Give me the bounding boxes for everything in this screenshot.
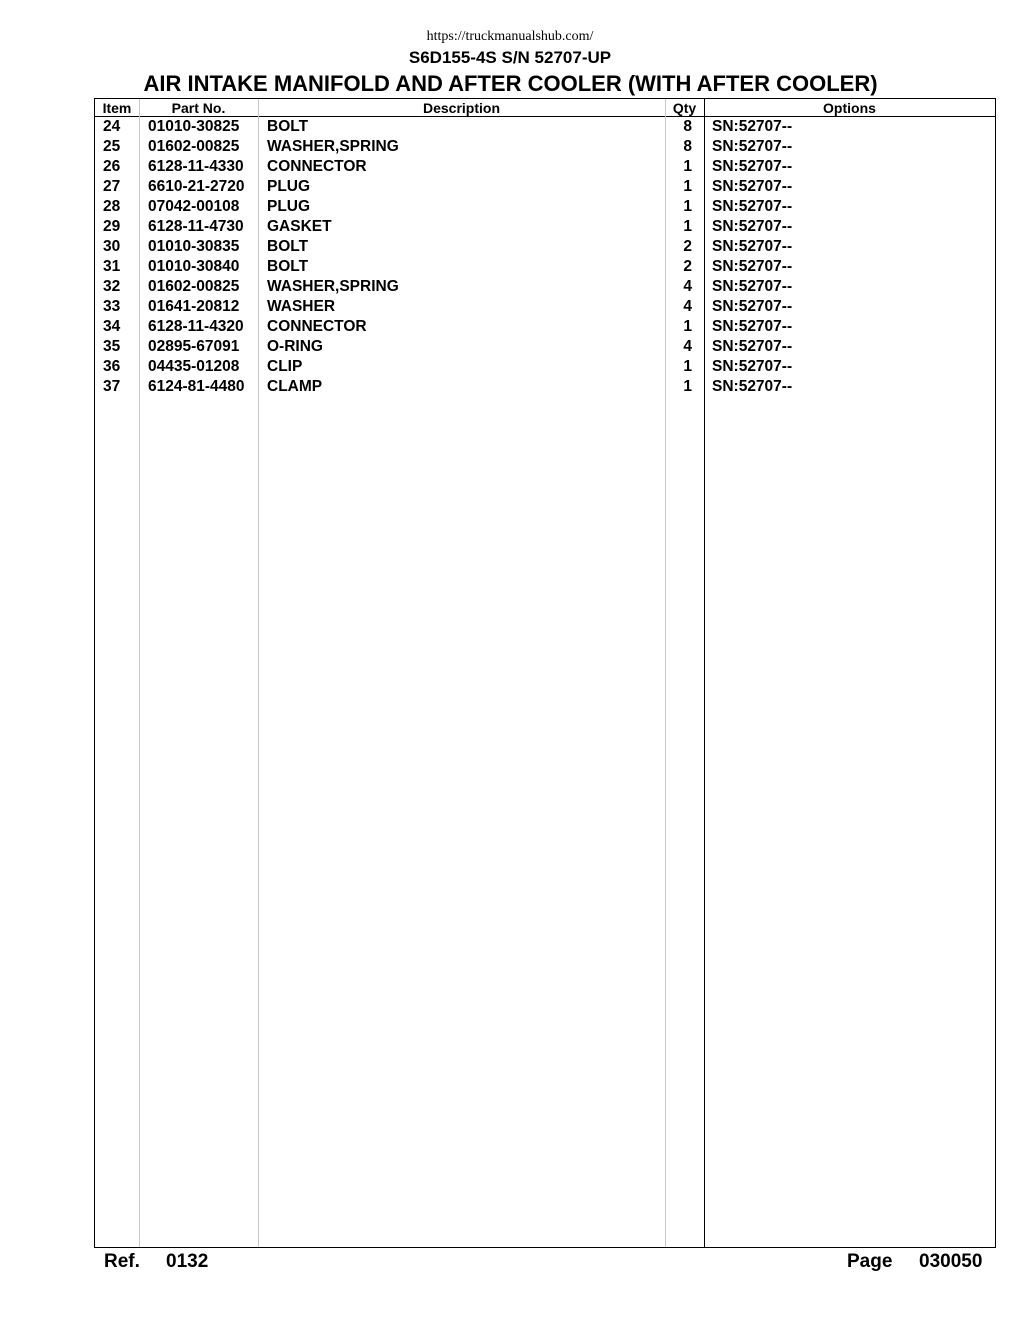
source-url: https://truckmanualshub.com/ (426, 29, 594, 44)
row-description: BOLT (267, 258, 309, 275)
ref-value: 0132 (166, 1251, 209, 1272)
row-options: SN:52707-- (712, 178, 793, 195)
row-part-no: 01010-30825 (148, 118, 240, 135)
table-row (0, 258, 1020, 278)
row-part-no: 6128-11-4730 (148, 218, 244, 235)
row-part-no: 6610-21-2720 (148, 178, 245, 195)
row-options: SN:52707-- (712, 358, 793, 375)
row-description: CONNECTOR (267, 318, 367, 335)
column-header-description: Description (422, 100, 500, 116)
row-part-no: 01641-20812 (148, 298, 240, 315)
row-description: WASHER,SPRING (267, 138, 399, 155)
row-part-no: 6124-81-4480 (148, 378, 245, 395)
page-title (0, 71, 1020, 97)
row-qty: 1 (683, 318, 692, 335)
page-value: 030050 (919, 1251, 983, 1272)
model-heading: S6D155-4S S/N 52707-UP (408, 48, 612, 67)
table-row (0, 298, 1020, 318)
row-options: SN:52707-- (712, 378, 793, 395)
table-row (0, 198, 1020, 218)
row-qty: 2 (683, 238, 692, 255)
row-qty: 1 (683, 218, 692, 235)
row-item: 36 (103, 358, 121, 375)
row-options: SN:52707-- (712, 198, 793, 215)
row-options: SN:52707-- (712, 238, 793, 255)
row-qty: 1 (683, 378, 692, 395)
header-divider (95, 116, 995, 117)
row-item: 32 (103, 278, 121, 295)
row-options: SN:52707-- (712, 298, 793, 315)
row-part-no: 6128-11-4330 (148, 158, 244, 175)
column-header-options: Options (823, 100, 876, 116)
row-item: 27 (103, 178, 121, 195)
row-item: 30 (103, 238, 121, 255)
row-description: BOLT (267, 238, 309, 255)
table-row (0, 378, 1020, 398)
row-item: 37 (103, 378, 121, 395)
row-description: O-RING (267, 338, 323, 355)
row-part-no: 01602-00825 (148, 138, 240, 155)
column-header-item: Item (102, 100, 132, 116)
row-item: 25 (103, 138, 121, 155)
row-item: 34 (103, 318, 121, 335)
row-options: SN:52707-- (712, 118, 793, 135)
row-description: GASKET (267, 218, 332, 235)
row-part-no: 02895-67091 (148, 338, 240, 355)
column-header-part-no: Part No. (171, 100, 226, 116)
row-description: CLIP (267, 358, 303, 375)
row-item: 26 (103, 158, 121, 175)
table-row (0, 218, 1020, 238)
row-item: 29 (103, 218, 121, 235)
row-options: SN:52707-- (712, 138, 793, 155)
row-item: 24 (103, 118, 121, 135)
row-qty: 1 (683, 158, 692, 175)
row-part-no: 01010-30835 (148, 238, 240, 255)
row-part-no: 6128-11-4320 (148, 318, 244, 335)
row-part-no: 01010-30840 (148, 258, 240, 275)
table-row (0, 338, 1020, 358)
row-qty: 1 (683, 358, 692, 375)
row-item: 33 (103, 298, 121, 315)
row-options: SN:52707-- (712, 218, 793, 235)
table-row (0, 318, 1020, 338)
row-options: SN:52707-- (712, 258, 793, 275)
row-qty: 4 (683, 278, 692, 295)
row-part-no: 04435-01208 (148, 358, 240, 375)
page-title-text: AIR INTAKE MANIFOLD AND AFTER COOLER (WITH AFTER COOLER) (143, 71, 878, 96)
row-description: CONNECTOR (267, 158, 367, 175)
row-description: CLAMP (267, 378, 323, 395)
row-qty: 8 (683, 118, 692, 135)
row-description: PLUG (267, 198, 311, 215)
table-row (0, 358, 1020, 378)
table-row (0, 118, 1020, 138)
row-item: 35 (103, 338, 121, 355)
row-options: SN:52707-- (712, 338, 793, 355)
table-row (0, 238, 1020, 258)
row-description: WASHER,SPRING (267, 278, 399, 295)
row-part-no: 07042-00108 (148, 198, 240, 215)
row-options: SN:52707-- (712, 318, 793, 335)
table-row (0, 278, 1020, 298)
row-part-no: 01602-00825 (148, 278, 240, 295)
row-options: SN:52707-- (712, 278, 793, 295)
row-description: BOLT (267, 118, 309, 135)
row-qty: 1 (683, 178, 692, 195)
table-row (0, 138, 1020, 158)
ref-label: Ref. (104, 1251, 140, 1272)
row-description: WASHER (267, 298, 336, 315)
page-label: Page (847, 1251, 893, 1272)
row-qty: 8 (683, 138, 692, 155)
row-qty: 1 (683, 198, 692, 215)
row-qty: 2 (683, 258, 692, 275)
row-qty: 4 (683, 338, 692, 355)
column-header-qty: Qty (672, 100, 697, 116)
table-row (0, 178, 1020, 198)
row-qty: 4 (683, 298, 692, 315)
row-description: PLUG (267, 178, 311, 195)
row-item: 31 (103, 258, 121, 275)
row-item: 28 (103, 198, 121, 215)
row-options: SN:52707-- (712, 158, 793, 175)
table-row (0, 158, 1020, 178)
